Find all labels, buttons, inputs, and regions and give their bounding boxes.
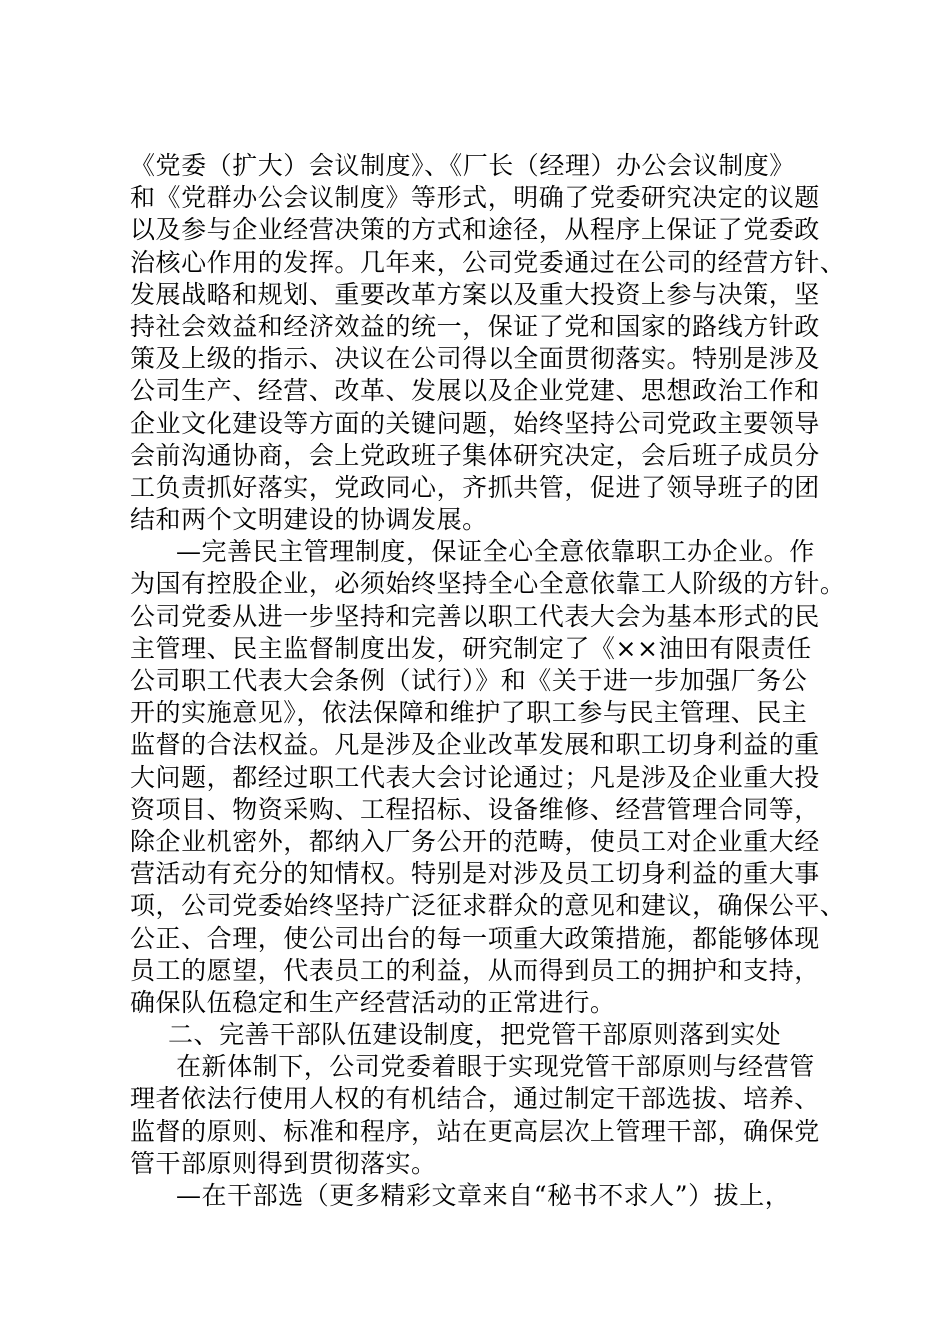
text-line-31: 监督的原则、标准和程序，站在更高层次上管理干部，确保党 [130,1116,820,1146]
text-line-19: 监督的合法权益。凡是涉及企业改革发展和职工切身利益的重 [130,730,820,760]
text-line-27: 确保队伍稳定和生产经营活动的正常进行。 [130,987,616,1017]
text-line-7: 策及上级的指示、决议在公司得以全面贯彻落实。特别是涉及 [130,344,820,374]
text-line-4: 治核心作用的发挥。几年来，公司党委通过在公司的经营方针、 [130,247,846,277]
text-line-13: —完善民主管理制度，保证全心全意依靠职工办企业。作 [176,537,815,567]
text-line-29: 在新体制下，公司党委着眼于实现党管干部原则与经营管 [176,1052,815,1082]
text-line-12: 结和两个文明建设的协调发展。 [130,505,488,535]
text-line-18: 开的实施意见》，依法保障和维护了职工参与民主管理、民主 [130,698,808,728]
text-line-20: 大问题，都经过职工代表大会讨论通过；凡是涉及企业重大投 [130,762,820,792]
text-line-33: —在干部选（更多精彩文章来自“秘书不求人”）拔上， [176,1181,791,1210]
text-line-8: 公司生产、经营、改革、发展以及企业党建、思想政治工作和 [130,376,820,406]
text-line-23: 营活动有充分的知情权。特别是对涉及员工切身利益的重大事 [130,859,820,889]
text-line-3: 以及参与企业经营决策的方式和途径，从程序上保证了党委政 [130,215,820,245]
text-line-2: 和《党群办公会议制度》等形式，明确了党委研究决定的议题 [130,183,820,213]
text-line-24: 项，公司党委始终坚持广泛征求群众的意见和建议，确保公平、 [130,891,846,921]
text-line-21: 资项目、物资采购、工程招标、设备维修、经营管理合同等， [130,794,820,824]
text-line-15: 公司党委从进一步坚持和完善以职工代表大会为基本形式的民 [130,601,820,631]
text-line-9: 企业文化建设等方面的关键问题，始终坚持公司党政主要领导 [130,408,820,438]
text-line-6: 持社会效益和经济效益的统一，保证了党和国家的路线方针政 [130,311,820,341]
text-line-11: 工负责抓好落实，党政同心，齐抓共管，促进了领导班子的团 [130,472,820,502]
text-line-17: 公司职工代表大会条例（试行）》和《关于进一步加强厂务公 [130,666,808,695]
body-text [130,150,846,1212]
section-heading: 二、完善干部队伍建设制度，把党管干部原则落到实处 [168,1020,782,1050]
text-line-5: 发展战略和规划、重要改革方案以及重大投资上参与决策，坚 [130,279,820,309]
text-line-26: 员工的愿望，代表员工的利益，从而得到员工的拥护和支持， [130,955,820,985]
text-line-30: 理者依法行使用人权的有机结合，通过制定干部选拔、培养、 [130,1084,820,1114]
text-line-16: 主管理、民主监督制度出发，研究制定了《××油田有限责任 [130,633,812,663]
text-line-25: 公正、合理，使公司出台的每一项重大政策措施，都能够体现 [130,923,820,953]
text-line-32: 管干部原则得到贯彻落实。 [130,1148,437,1178]
text-line-1: 《党委（扩大）会议制度》、《厂长（经理）办公会议制度》 [130,151,795,180]
text-line-10: 会前沟通协商，会上党政班子集体研究决定，会后班子成员分 [130,440,820,470]
text-line-22: 除企业机密外，都纳入厂务公开的范畴，使员工对企业重大经 [130,826,820,856]
text-line-14: 为国有控股企业，必须始终坚持全心全意依靠工人阶级的方针。 [130,569,846,599]
